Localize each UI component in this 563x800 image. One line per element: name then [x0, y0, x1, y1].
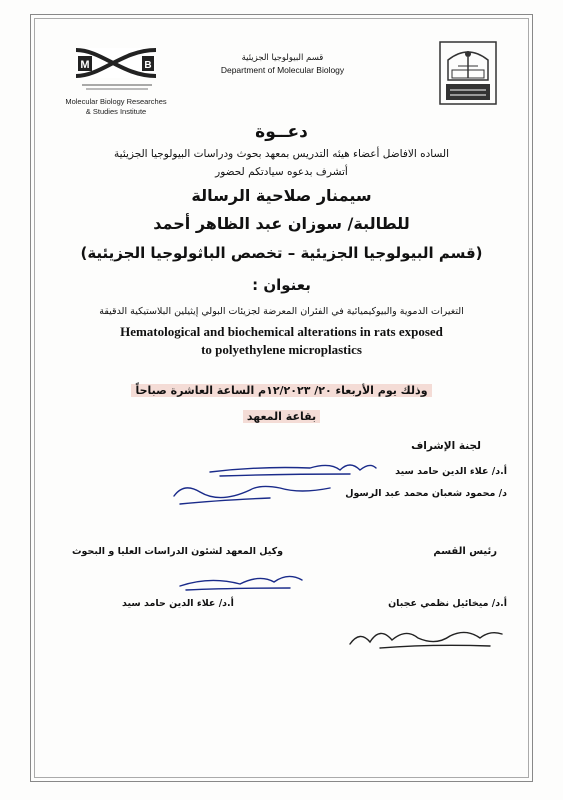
invite-line-1: الساده الافاضل أعضاء هيئه التدريس بمعهد بحوث ودراسات البيولوجيا الجزيئية — [114, 148, 449, 160]
committee-label: لجنة الإشراف — [411, 440, 481, 452]
venue-line: بقاعة المعهد — [243, 410, 320, 423]
department-header — [195, 52, 370, 76]
institute-name-line1: Molecular Biology Researches — [65, 97, 167, 106]
thesis-title-english-line1: Hematological and biochemical alterations in rats exposed — [120, 324, 443, 339]
committee-member-1: أ.د/ علاء الدين حامد سيد — [395, 466, 507, 477]
date-line-wrap — [0, 384, 563, 397]
vice-dean-name: أ.د/ علاء الدين حامد سيد — [122, 598, 234, 609]
signature-head-of-department — [340, 616, 510, 656]
date-line: وذلك يوم الأربعاء ٢٠/ ١٢/٢٠٢٣م الساعة العاشرة صباحاً — [131, 384, 431, 397]
vice-dean-label: وكيل المعهد لشئون الدراسات العليا و البحوث — [72, 546, 284, 557]
head-of-department-name: أ.د/ ميخائيل نظمي عجبان — [388, 598, 507, 609]
department-specialization: (قسم البيولوجيا الجزيئية – تخصص الباثولوجيا الجزيئية) — [80, 244, 483, 262]
signature-member2 — [160, 474, 340, 510]
student-name: للطالبة/ سوزان عبد الظاهر أحمد — [153, 214, 410, 233]
dna-logo-icon — [62, 38, 170, 93]
signature-vice-dean — [170, 566, 310, 596]
seminar-title: سيمنار صلاحية الرسالة — [191, 186, 372, 205]
committee-member-2: د/ محمود شعبان محمد عبد الرسول — [345, 488, 507, 499]
invitation-heading: دعــوة — [255, 122, 308, 142]
thesis-title-arabic: التغيرات الدموية والبيوكيميائية في الفئران المعرضة لجزيئات البولي إيثيلين البلاستيكية الدقيقة — [99, 306, 464, 317]
svg-text:B: B — [144, 60, 152, 71]
institute-name — [62, 97, 170, 117]
university-seal-icon — [438, 40, 498, 106]
venue-line-wrap — [0, 410, 563, 423]
svg-text:M: M — [80, 59, 90, 71]
institute-name-line2: & Studies Institute — [85, 107, 147, 116]
head-of-department-label: رئيس القسم — [433, 546, 497, 557]
title-label: بعنوان : — [252, 276, 311, 294]
department-name-english: Department of Molecular Biology — [220, 65, 345, 75]
institute-logo — [62, 38, 170, 117]
invite-line-2: أتشرف بدعوه سيادتكم لحضور — [215, 166, 348, 178]
thesis-title-english-line2: to polyethylene microplastics — [201, 342, 362, 357]
department-name-arabic: قسم البيولوجيا الجزيئية — [241, 53, 324, 63]
